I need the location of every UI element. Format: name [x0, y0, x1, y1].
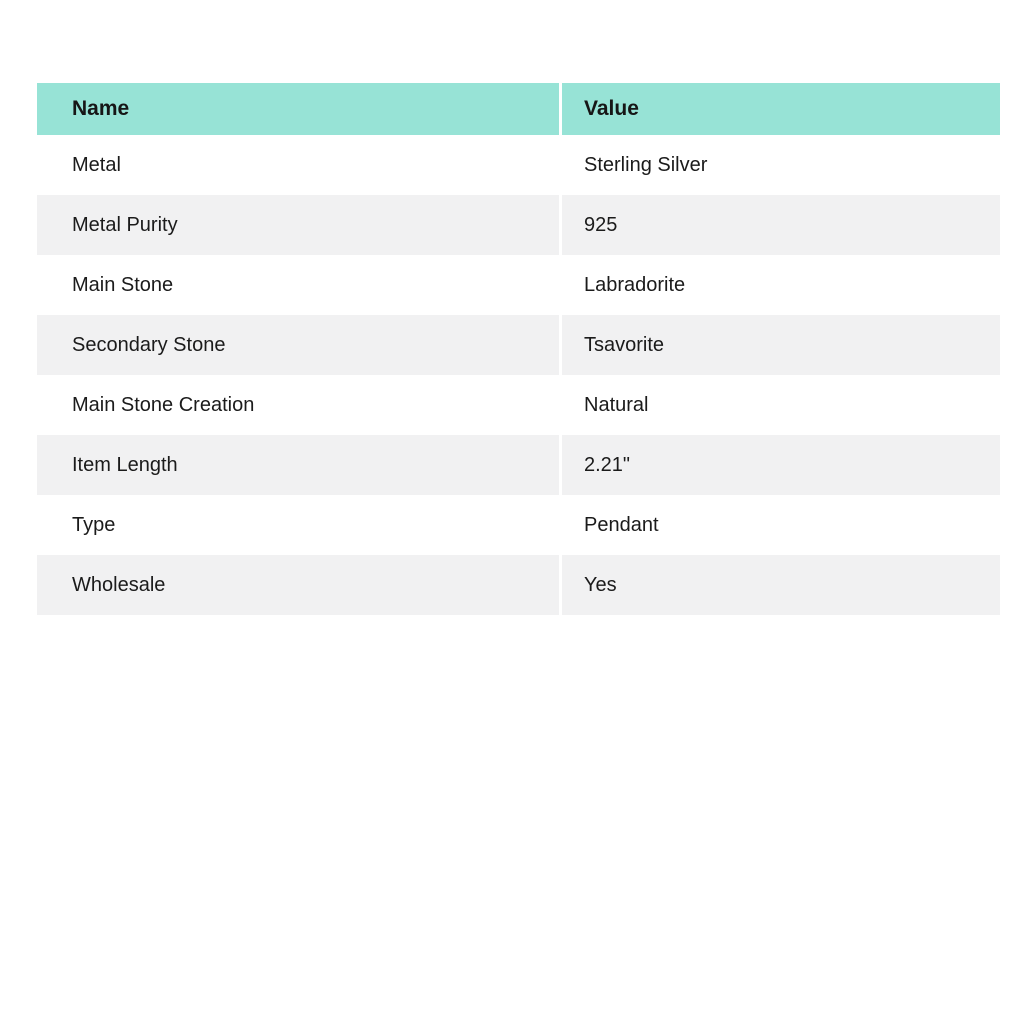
table-row-main-stone-creation: [37, 375, 1000, 435]
spec-value: Sterling Silver: [559, 135, 1000, 195]
spec-name: Metal: [37, 135, 559, 195]
spec-name: Metal Purity: [37, 195, 559, 255]
spec-name: Main Stone: [37, 255, 559, 315]
column-header-value: Value: [559, 83, 1000, 135]
spec-value: 2.21": [559, 435, 1000, 495]
spec-name: Secondary Stone: [37, 315, 559, 375]
table-row-metal: [37, 135, 1000, 195]
table-row-item-length: [37, 435, 1000, 495]
spec-value: Yes: [559, 555, 1000, 615]
product-specs-table: [37, 83, 1000, 615]
spec-table: [37, 83, 1000, 615]
table-row-main-stone: [37, 255, 1000, 315]
table-row-secondary-stone: [37, 315, 1000, 375]
table-row-metal-purity: [37, 195, 1000, 255]
spec-value: Tsavorite: [559, 315, 1000, 375]
column-header-name: Name: [37, 83, 559, 135]
table-row-wholesale: [37, 555, 1000, 615]
spec-value: Labradorite: [559, 255, 1000, 315]
spec-value: 925: [559, 195, 1000, 255]
table-row-type: [37, 495, 1000, 555]
spec-value: Pendant: [559, 495, 1000, 555]
spec-name: Type: [37, 495, 559, 555]
spec-name: Item Length: [37, 435, 559, 495]
spec-name: Main Stone Creation: [37, 375, 559, 435]
spec-value: Natural: [559, 375, 1000, 435]
table-header-row: [37, 83, 1000, 135]
spec-name: Wholesale: [37, 555, 559, 615]
